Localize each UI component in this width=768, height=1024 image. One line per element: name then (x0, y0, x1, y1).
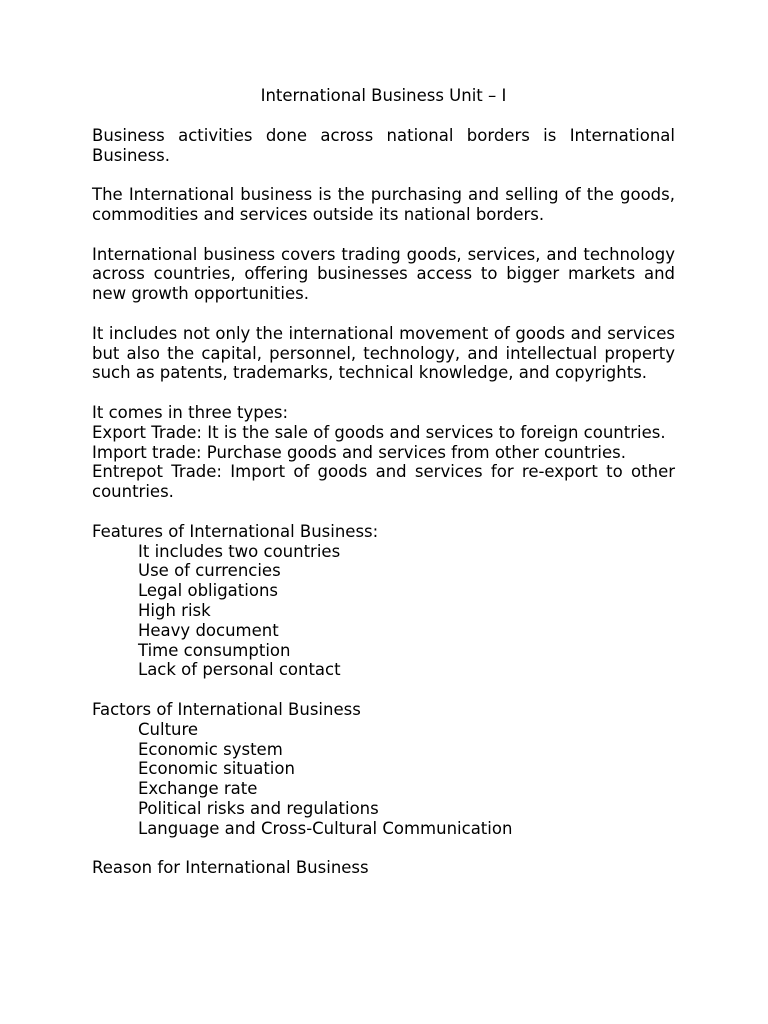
feature-item: It includes two countries (138, 541, 341, 561)
paragraph-purchasing-selling: The International business is the purchasing and selling of the goods, commodities and services outside its national borders. (92, 185, 675, 224)
features-heading: Features of International Business: (92, 521, 379, 541)
factor-item: Language and Cross-Cultural Communication (138, 818, 513, 838)
factors-heading: Factors of International Business (92, 699, 361, 719)
factors-list (92, 720, 675, 839)
factor-item: Political risks and regulations (138, 798, 379, 818)
factor-item: Economic system (138, 739, 283, 759)
feature-item: Time consumption (138, 640, 291, 660)
document-page (92, 86, 675, 878)
feature-item: Legal obligations (138, 581, 278, 601)
reasons-heading: Reason for International Business (92, 858, 369, 878)
type-import-trade: Import trade: Purchase goods and services from other countries. (92, 442, 626, 462)
feature-item: Use of currencies (138, 561, 281, 581)
paragraph-definition: Business activities done across national borders is International Business. (92, 125, 675, 165)
features-section (92, 522, 675, 680)
feature-item: Heavy document (138, 620, 279, 640)
factor-item: Economic situation (138, 759, 295, 779)
feature-item: Lack of personal contact (138, 660, 341, 680)
type-entrepot-trade: Entrepot Trade: Import of goods and services for re-export to other countries. (92, 462, 675, 502)
types-section (92, 403, 675, 502)
factors-section (92, 700, 675, 839)
factor-item: Exchange rate (138, 779, 258, 799)
paragraph-trading-scope: International business covers trading goods, services, and technology across countries, offering businesses access to bigger markets and new growth opportunities. (92, 244, 675, 304)
types-intro: It comes in three types: (92, 402, 289, 422)
document-title: International Business Unit – I (260, 86, 507, 105)
type-export-trade: Export Trade: It is the sale of goods and services to foreign countries. (92, 422, 666, 442)
factor-item: Culture (138, 719, 199, 739)
features-list (92, 542, 675, 681)
paragraph-movement: It includes not only the international movement of goods and services but also the capital, personnel, technology, and intellectual property such as patents, trademarks, technical knowledge, and copyrights. (92, 323, 675, 383)
feature-item: High risk (138, 600, 211, 620)
